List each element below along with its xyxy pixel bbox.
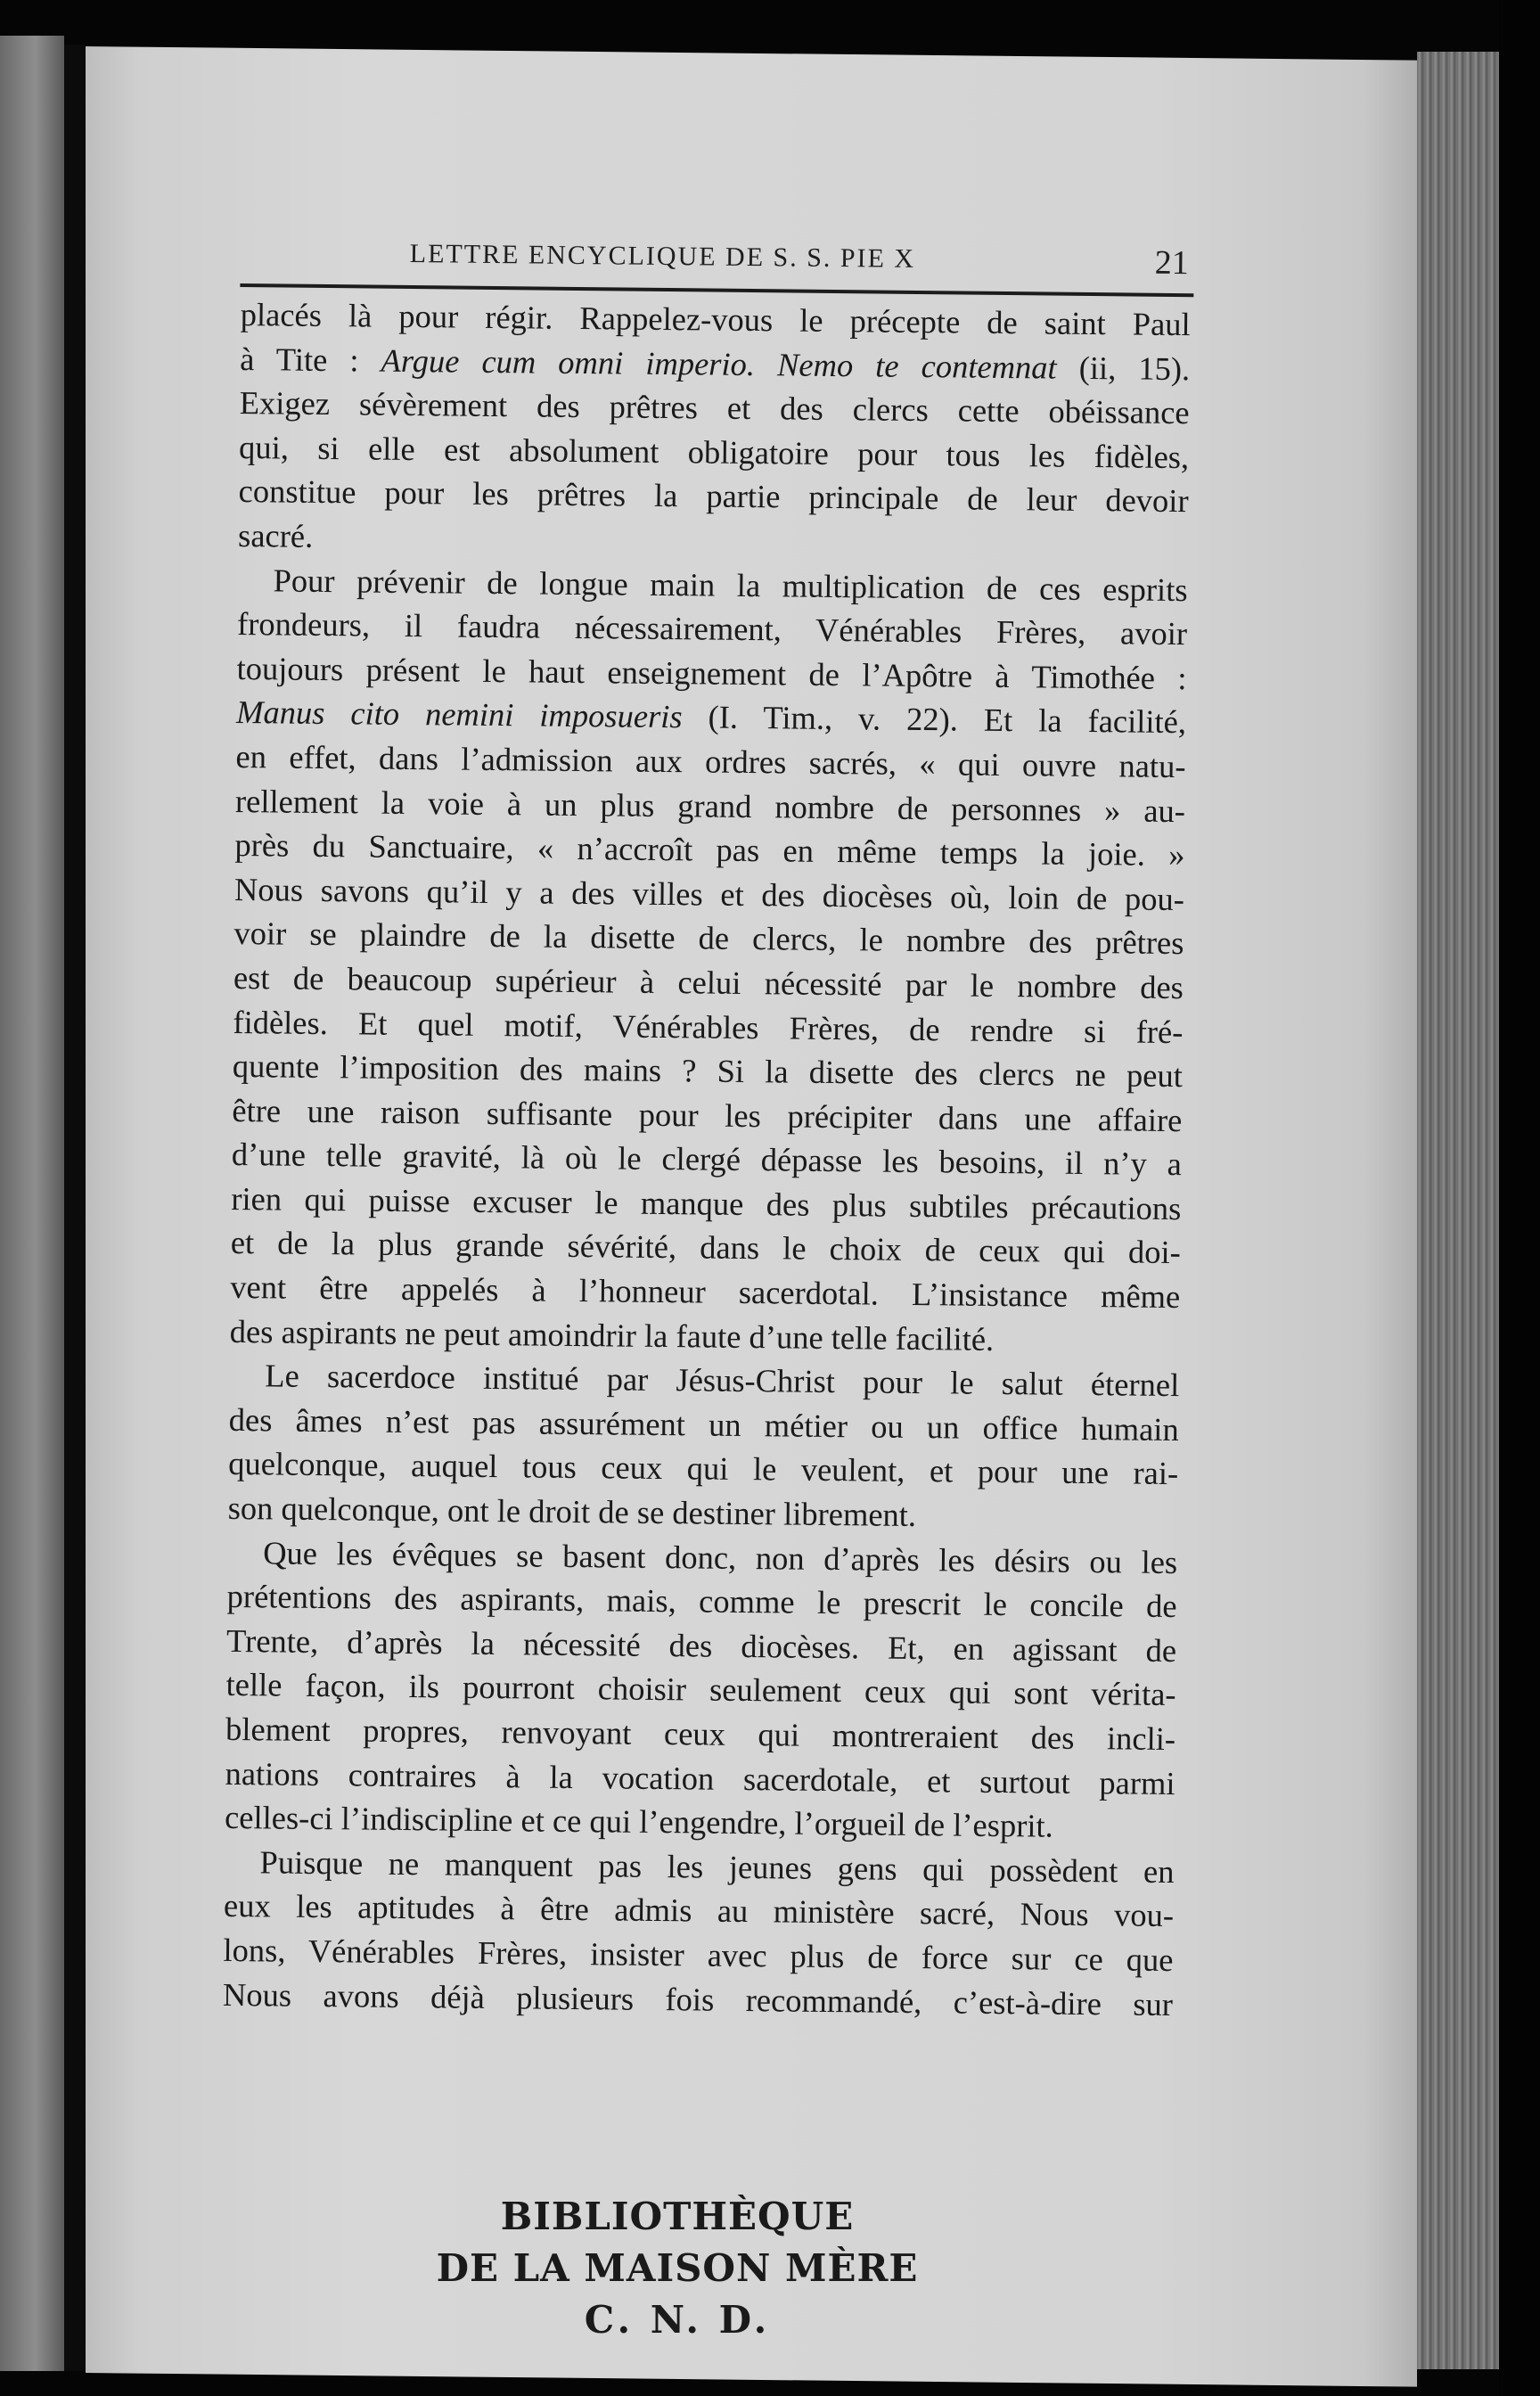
page-number: 21 (1154, 243, 1189, 283)
stamp-line-2: DE LA MAISON MÈRE (436, 2246, 919, 2290)
text-run: à Tite : (240, 340, 381, 379)
running-head (240, 234, 1194, 297)
text-run: Que les évêques se basent donc, non d’après les désirs ou les (262, 1533, 1178, 1580)
text-run: des aspirants ne peut amoindrir la faute d’une telle facilité. (229, 1312, 995, 1358)
text-run: son quelconque, ont le droit de se destiner librement. (227, 1489, 917, 1534)
text-run: quente l’imposition des mains ? Si la disette des clercs ne peut (232, 1047, 1184, 1095)
text-run: placés là pour régir. Rappelez-vous le précepte de saint Paul (240, 295, 1191, 343)
text-run: et de la plus grande sévérité, dans le choix de ceux qui doi- (230, 1224, 1181, 1271)
text-run: quelconque, auquel tous ceux qui le veulent, et pour une rai- (228, 1445, 1179, 1492)
latin-quote: Manus cito nemini imposueris (235, 693, 683, 735)
text-run: vent être appelés à l’honneur sacerdotal. L’insistance même (230, 1268, 1181, 1316)
text-run: voir se plaindre de la disette de clercs, le nombre des prêtres (233, 915, 1184, 962)
text-run: eux les aptitudes à être admis au ministère sacré, Nous vou- (223, 1887, 1175, 1934)
book-gutter (64, 45, 86, 2371)
text-run: rien qui puisse excuser le manque des plus subtiles précautions (231, 1179, 1182, 1227)
text-run: Nous savons qu’il y a des villes et des diocèses où, loin de pou- (233, 870, 1185, 917)
text-run: Le sacerdoce institué par Jésus-Christ pour le salut éternel (265, 1357, 1180, 1404)
text-run: toujours présent le haut enseignement de l’Apôtre à Timothée : (236, 649, 1187, 696)
text-run: (ii, 15). (1056, 349, 1191, 387)
running-title: LETTRE ENCYCLIQUE DE S. S. PIE X (409, 238, 916, 274)
text-run: Trente, d’après la nécessité des diocèses. Et, en agissant de (225, 1621, 1177, 1669)
stamp-line-3: C. N. D. (584, 2298, 771, 2342)
page-block-edges (1417, 52, 1499, 2369)
text-run: qui, si elle est absolument obligatoire pour tous les fidèles, (238, 428, 1190, 475)
text-run: Nous avons déjà plusieurs fois recommandé, c’est-à-dire sur (222, 1975, 1174, 2023)
stamp-line-1: BIBLIOTHÈQUE (500, 2195, 855, 2238)
text-run: d’une telle gravité, là où le clergé dépasse les besoins, il n’y a (231, 1136, 1183, 1183)
text-run: Exigez sévèrement des prêtres et des clercs cette obéissance (239, 384, 1190, 431)
text-run: Pour prévenir de longue main la multiplication de ces esprits (273, 561, 1188, 608)
text-run: Puisque ne manquent pas les jeunes gens qui possèdent en (259, 1843, 1175, 1890)
text-run: en effet, dans l’admission aux ordres sacrés, « qui ouvre natu- (235, 737, 1186, 785)
text-run: telle façon, ils pourront choisir seulement ceux qui sont vérita- (225, 1666, 1176, 1713)
text-run: blement propres, renvoyant ceux qui montreraient des incli- (225, 1710, 1176, 1758)
text-run: être une raison suffisante pour les précipiter dans une affaire (232, 1091, 1183, 1138)
text-run: nations contraires à la vocation sacerdotale, et surtout parmi (225, 1754, 1175, 1801)
text-run: (I. Tim., v. 22). Et la facilité, (682, 698, 1187, 741)
text-run: constitue pour les prêtres la partie principale de leur devoir (238, 472, 1189, 520)
text-run: près du Sanctuaire, « n’accroît pas en même temps la joie. » (234, 826, 1185, 874)
text-run: est de beaucoup supérieur à celui nécessité par le nombre des (233, 958, 1184, 1006)
facing-page-edge (0, 36, 64, 2371)
text-run: celles-ci l’indiscipline et ce qui l’engendre, l’orgueil de l’esprit. (224, 1799, 1053, 1844)
body-text (223, 292, 1191, 2026)
library-stamp (410, 2191, 945, 2346)
text-run: fidèles. Et quel motif, Vénérables Frères, de rendre si fré- (233, 1003, 1184, 1050)
scan-background (1499, 0, 1540, 2396)
text-run: sacré. (237, 516, 314, 554)
text-run: frondeurs, il faudra nécessairement, Vénérables Frères, avoir (236, 605, 1188, 652)
text-run: prétentions des aspirants, mais, comme le prescrit le concile de (226, 1578, 1177, 1625)
text-run: des âmes n’est pas assurément un métier ou un office humain (228, 1400, 1179, 1448)
text-run: lons, Vénérables Frères, insister avec plus de force sur ce que (223, 1931, 1174, 1979)
text-run: rellement la voie à un plus grand nombre de personnes » au- (234, 782, 1186, 829)
latin-quote: Argue cum omni imperio. Nemo te contemnat (381, 341, 1057, 386)
